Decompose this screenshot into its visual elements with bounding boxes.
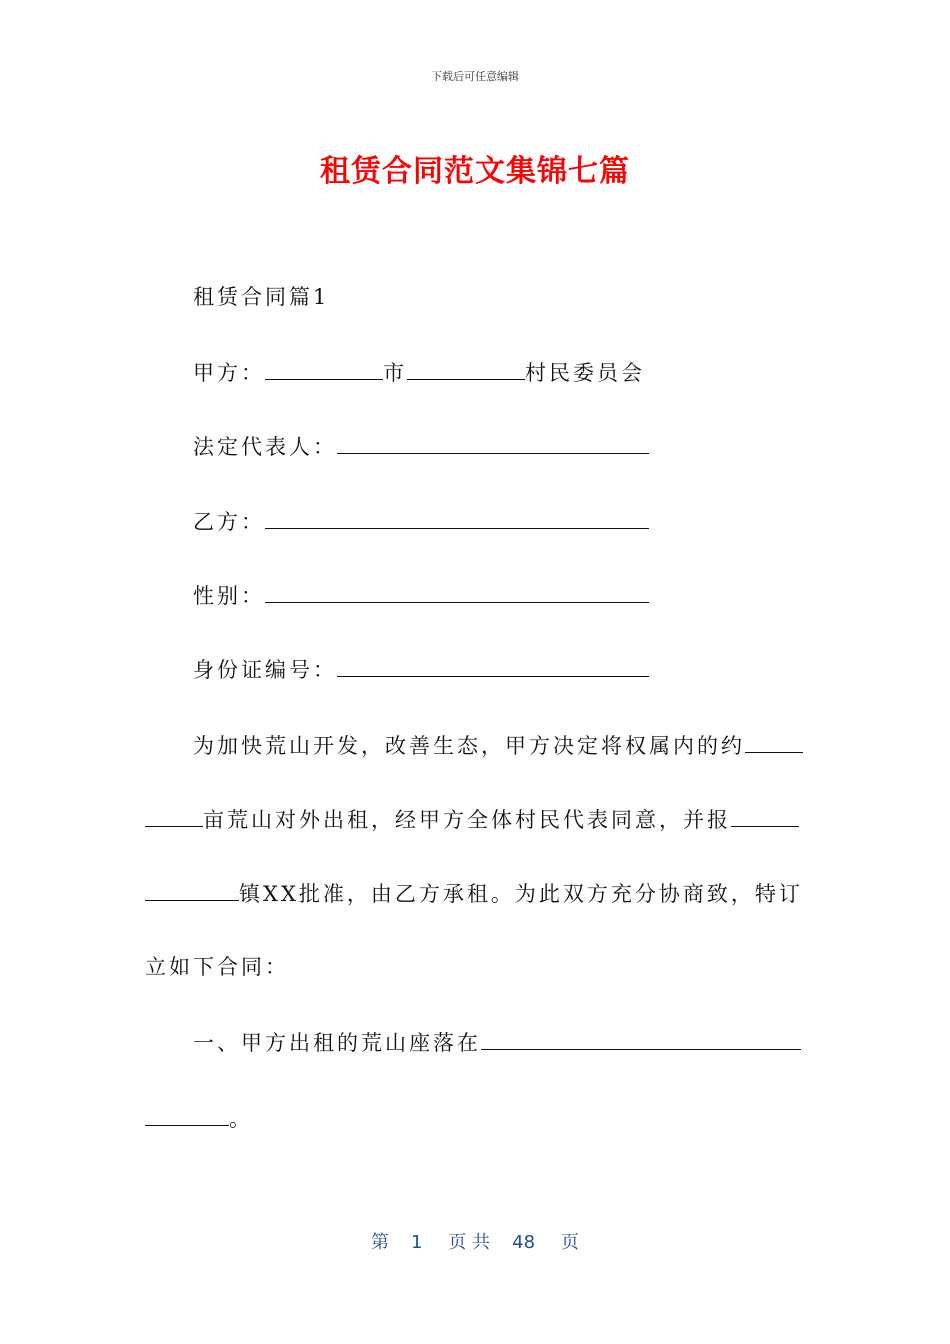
footer-suffix: 页: [561, 1232, 580, 1253]
paragraph-line-3: [145, 878, 803, 908]
gender-label: 性别：: [193, 584, 265, 608]
clause-1-end: 。: [229, 1107, 253, 1131]
clause-1-line-1: [193, 1027, 801, 1057]
section-heading: [193, 283, 329, 311]
footer-page-number: 1: [410, 1232, 423, 1253]
footer-prefix: 第: [370, 1232, 389, 1253]
area-blank-start: [745, 730, 803, 753]
legal-rep-label: 法定代表人：: [193, 435, 337, 459]
party-a-village-blank: [407, 357, 525, 380]
party-a-committee-label: 村民委员会: [525, 361, 645, 385]
clause-1-text: 一、甲方出租的荒山座落在: [193, 1031, 481, 1055]
gender-blank: [265, 580, 649, 603]
header-note: 下载后可任意编辑: [431, 70, 519, 83]
section-heading-text: 租赁合同篇1: [193, 285, 330, 309]
legal-rep-blank: [337, 431, 649, 454]
id-number-line: [193, 654, 649, 684]
report-blank-start: [731, 804, 799, 827]
paragraph-line-1: [193, 730, 803, 760]
location-blank-start: [481, 1027, 801, 1050]
clause-1-line-2: [145, 1103, 253, 1133]
party-b-blank: [265, 506, 649, 529]
footer-middle: 页 共: [448, 1232, 491, 1253]
paragraph-line-4: [145, 953, 289, 981]
document-title: 租赁合同范文集锦七篇: [320, 154, 630, 189]
party-a-label: 甲方：: [193, 361, 265, 385]
area-blank-end: [145, 804, 203, 827]
paragraph-line-2: [145, 804, 799, 834]
report-blank-end: [145, 878, 239, 901]
id-number-blank: [337, 654, 649, 677]
paragraph-text: 镇XX批准，由乙方承租。为此双方充分协商致，特订: [239, 882, 803, 906]
party-b-line: [193, 506, 649, 536]
gender-line: [193, 580, 649, 610]
paragraph-text: 为加快荒山开发，改善生态，甲方决定将权属内的约: [193, 734, 745, 758]
paragraph-text: 亩荒山对外出租，经甲方全体村民代表同意，并报: [203, 808, 731, 832]
id-number-label: 身份证编号：: [193, 658, 337, 682]
legal-rep-line: [193, 431, 649, 461]
page-footer: [0, 1228, 950, 1254]
party-a-city-label: 市: [383, 361, 407, 385]
location-blank-end: [145, 1103, 229, 1126]
footer-total-pages: 48: [512, 1232, 536, 1253]
party-a-city-blank: [265, 357, 383, 380]
party-a-line: [193, 357, 645, 387]
paragraph-text: 立如下合同：: [145, 955, 289, 979]
party-b-label: 乙方：: [193, 510, 265, 534]
